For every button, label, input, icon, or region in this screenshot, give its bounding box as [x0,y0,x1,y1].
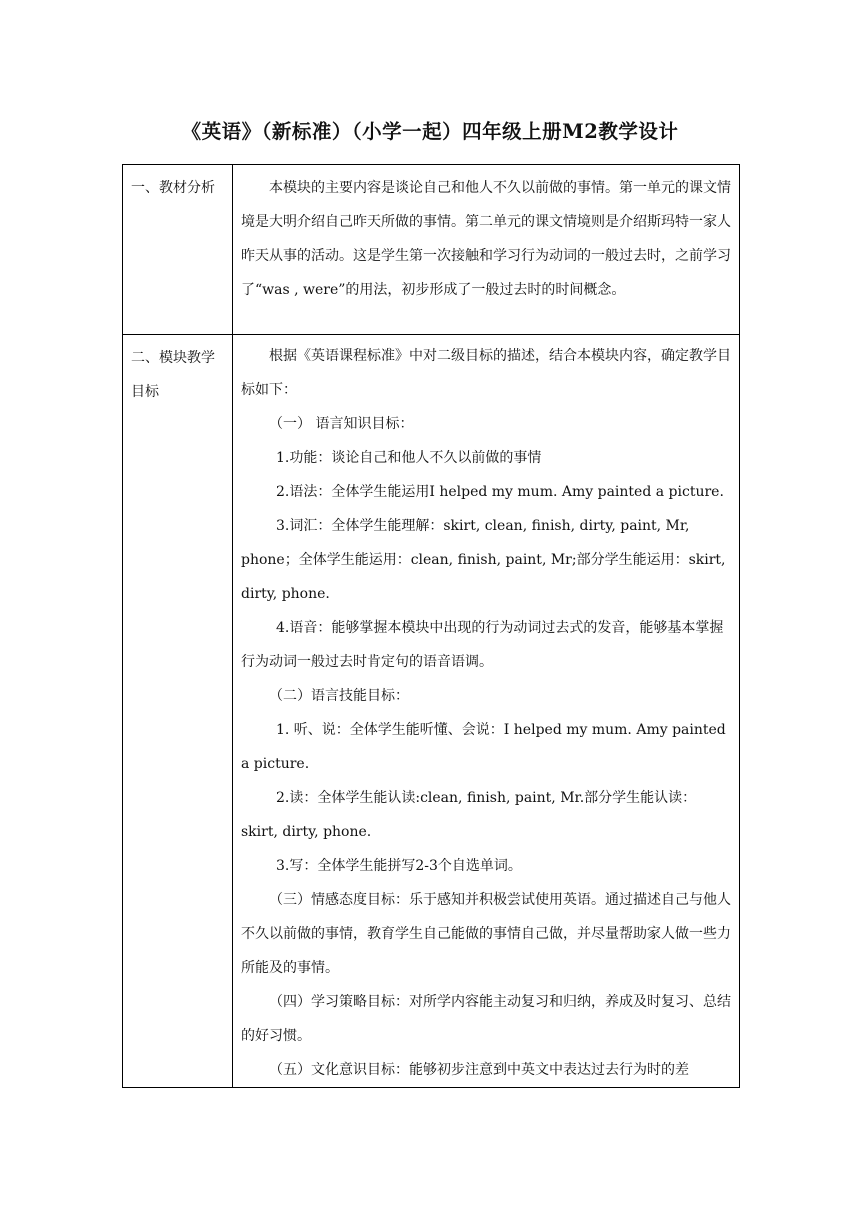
heading-emotional-attitude: （三）情感态度目标：乐于感知并积极尝试使用英语。通过描述自己与他人不久以前做的事情，教育学生自己能做的事情自己做，并尽量帮助家人做一些力所能及的事情。 [241,892,731,976]
heading-learning-strategy: （四）学习策略目标：对所学内容能主动复习和归纳，养成及时复习、总结的好习惯。 [241,994,731,1044]
item-pronunciation: 4.语音：能够掌握本模块中出现的行为动词过去式的发音，能够基本掌握行为动词一般过去时肯定句的语音语调。 [241,620,724,670]
document-title: 《英语》（新标准）（小学一起）四年级上册M2教学设计 [181,120,679,143]
row-label-textbook-analysis: 一、教材分析 [131,180,215,196]
row-label-cell [123,165,233,335]
heading-language-knowledge: （一） 语言知识目标： [269,416,414,432]
heading-cultural-awareness: （五）文化意识目标：能够初步注意到中英文中表达过去行为时的差 [269,1062,689,1078]
item-listening-speaking: 1. 听、说：全体学生能听懂、会说：I helped my mum. Amy painted a picture. [241,722,726,772]
lesson-plan-table [122,164,740,1088]
item-function: 1.功能：谈论自己和他人不久以前做的事情 [276,450,542,466]
item-writing: 3.写：全体学生能拼写2-3个自选单词。 [276,858,522,874]
row-label-teaching-objectives: 二、模块教学目标 [131,350,215,400]
table-row-teaching-objectives [123,335,740,1088]
row-content-cell [233,165,740,335]
item-grammar: 2.语法：全体学生能运用I helped my mum. Amy painted a picture. [276,484,724,500]
row-content-cell [233,335,740,1088]
paragraph: 本模块的主要内容是谈论自己和他人不久以前做的事情。第一单元的课文情境是大明介绍自己昨天所做的事情。第二单元的课文情境则是介绍斯玛特一家人昨天从事的活动。这是学生第一次接触和学习行为动词的一般过去时，之前学习了“was , were”的用法，初步形成了一般过去时的时间概念。 [241,180,731,298]
row-label-cell [123,335,233,1088]
paragraph-intro: 根据《英语课程标准》中对二级目标的描述，结合本模块内容，确定教学目标如下： [241,348,731,398]
table-row-textbook-analysis [123,165,740,335]
item-reading: 2.读：全体学生能认读:clean, finish, paint, Mr.部分学生能认读：skirt, dirty, phone. [241,790,697,840]
heading-language-skills: （二）语言技能目标： [269,688,409,704]
item-vocabulary: 3.词汇：全体学生能理解：skirt, clean, finish, dirty, paint, Mr, phone；全体学生能运用：clean, finish, paint, Mr;部分学生能运用：skirt, dirty, phone. [241,518,726,602]
